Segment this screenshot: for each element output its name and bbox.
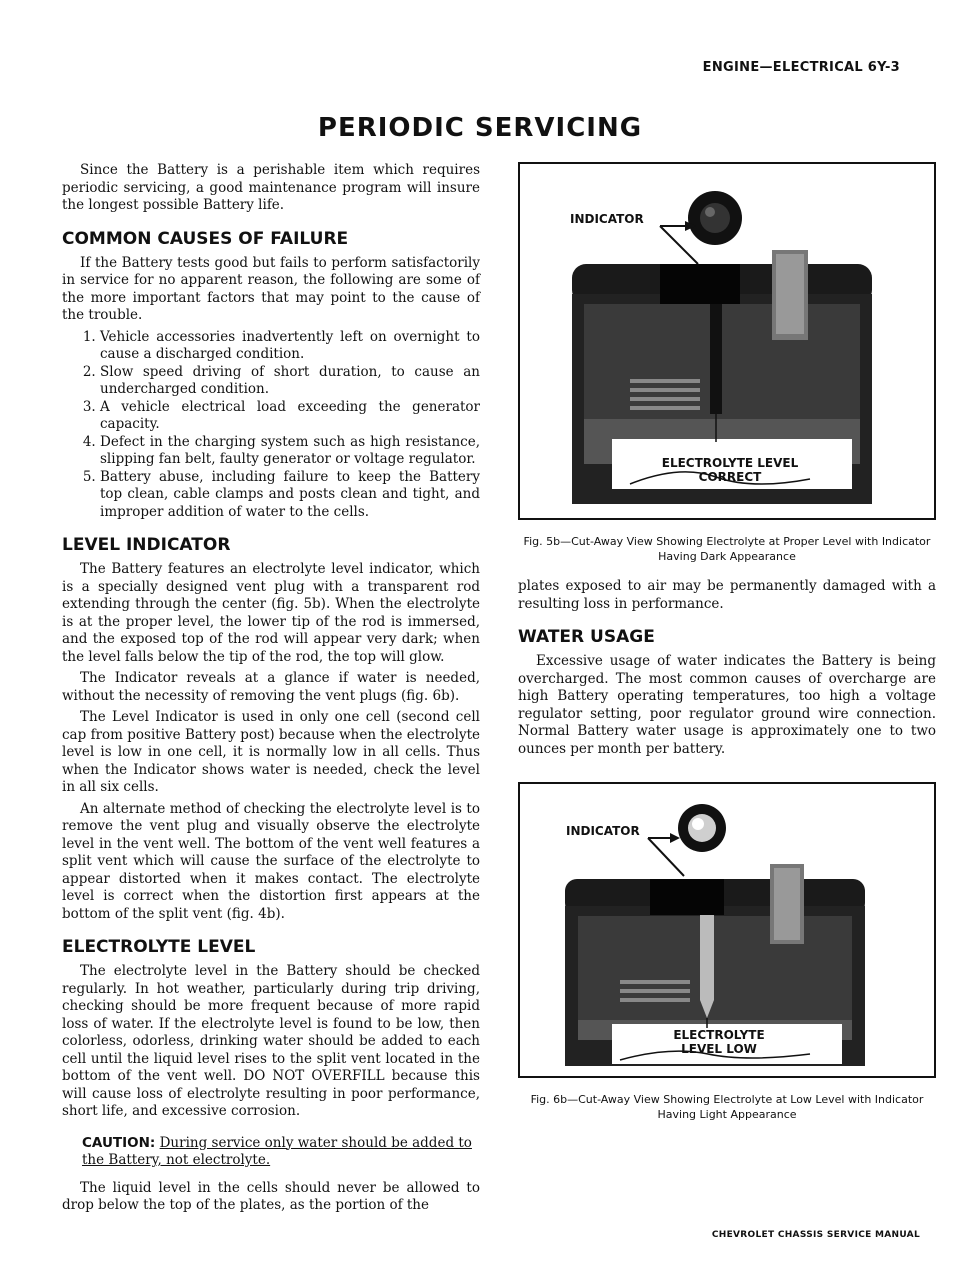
common-causes-intro: If the Battery tests good but fails to perform satisfactorily in service for no apparent reason, the following are some of the more important factors that may point to the cause of the trouble. (62, 254, 480, 323)
page-title: PERIODIC SERVICING (317, 113, 643, 143)
cause-item: 5. Battery abuse, including failure to keep the Battery top clean, cable clamps and posts clean and tight, and improper addition of water to the cells. (100, 469, 480, 522)
continuation-paragraph: plates exposed to air may be permanently damaged with a resulting loss in performance. (518, 578, 936, 612)
level-indicator-heading: LEVEL INDICATOR (62, 535, 231, 555)
figure-6b (518, 782, 936, 1078)
left-column (62, 162, 480, 1219)
running-header: ENGINE—ELECTRICAL 6Y-3 (702, 60, 900, 75)
electrolyte-level-heading: ELECTROLYTE LEVEL (62, 937, 256, 957)
figure-6b-level-label: ELECTROLYTE LEVEL LOW (673, 1028, 765, 1056)
cause-item: 2. Slow speed driving of short duration, to cause an undercharged condition. (100, 364, 480, 399)
caution-note (62, 1135, 480, 1170)
figure-5b-caption: Fig. 5b—Cut-Away View Showing Electrolyte at Proper Level with Indicator Having Dark Appearance (523, 535, 931, 563)
level-indicator-paragraph: The Battery features an electrolyte level indicator, which is a specially designed vent plug with a transparent rod extending through the center (fig. 5b). When the electrolyte is at the proper level, the lower tip of the rod is immersed, and the exposed top of the rod will appear very dark; when the level falls below the tip of the rod, the top will glow. (62, 561, 480, 665)
level-indicator-paragraph: The Indicator reveals at a glance if water is needed, without the necessity of removing the vent plugs (fig. 6b). (62, 670, 480, 704)
cause-item: 3. A vehicle electrical load exceeding the generator capacity. (100, 399, 480, 434)
page-footer: CHEVROLET CHASSIS SERVICE MANUAL (711, 1230, 920, 1240)
caution-text: During service only water should be added to the Battery, not electrolyte. (82, 1134, 472, 1168)
cause-item: 1. Vehicle accessories inadvertently left on overnight to cause a discharged condition. (100, 329, 480, 364)
water-usage-heading: WATER USAGE (518, 627, 655, 647)
figure-5b (518, 162, 936, 520)
figure-5b-level-label: ELECTROLYTE LEVEL CORRECT (661, 456, 799, 484)
water-usage-paragraph: Excessive usage of water indicates the Battery is being overcharged. The most common causes of overcharge are high Battery operating temperatures, too high a voltage regulator setting, poor regulator ground wire connection. Normal Battery water usage is approximately one to two ounces per month per battery. (518, 653, 936, 757)
level-indicator-paragraph: The Level Indicator is used in only one cell (second cell cap from positive Battery post) because when the electrolyte level is low in one cell, it is normally low in all cells. Thus when the Indicator shows water is needed, check the level in all six cells. (62, 709, 480, 795)
electrolyte-level-paragraph: The electrolyte level in the Battery should be checked regularly. In hot weather, particularly during trip driving, checking should be more frequent because of more rapid loss of water. If the electrolyte level is found to be low, then colorless, odorless, drinking water should be added to each cell until the liquid level rises to the split vent located in the bottom of the vent well. DO NOT OVERFILL because this will cause loss of electrolyte resulting in poor performance, short life, and excessive corrosion. (62, 963, 480, 1119)
level-indicator-paragraph: An alternate method of checking the electrolyte level is to remove the vent plug and visually observe the electrolyte level in the vent well. The bottom of the vent well features a split vent which will cause the surface of the electrolyte to appear distorted when it makes contact. The electrolyte level is correct when the distortion first appears at the bottom of the split vent (fig. 4b). (62, 800, 480, 922)
figure-5b-indicator-label: INDICATOR (570, 212, 644, 226)
caution-label: CAUTION: (82, 1134, 156, 1151)
cause-item: 4. Defect in the charging system such as high resistance, slipping fan belt, faulty generator or voltage regulator. (100, 434, 480, 469)
causes-list (62, 329, 480, 522)
after-caution-paragraph: The liquid level in the cells should never be allowed to drop below the top of the plates, as the portion of the (62, 1179, 480, 1213)
right-column (518, 162, 936, 1136)
figure-6b-indicator-label: INDICATOR (566, 824, 640, 838)
common-causes-heading: COMMON CAUSES OF FAILURE (62, 228, 349, 249)
figure-6b-caption: Fig. 6b—Cut-Away View Showing Electrolyte at Low Level with Indicator Having Light Appearance (530, 1093, 924, 1121)
intro-paragraph: Since the Battery is a perishable item which requires periodic servicing, a good maintenance program will insure the longest possible Battery life. (62, 162, 480, 213)
